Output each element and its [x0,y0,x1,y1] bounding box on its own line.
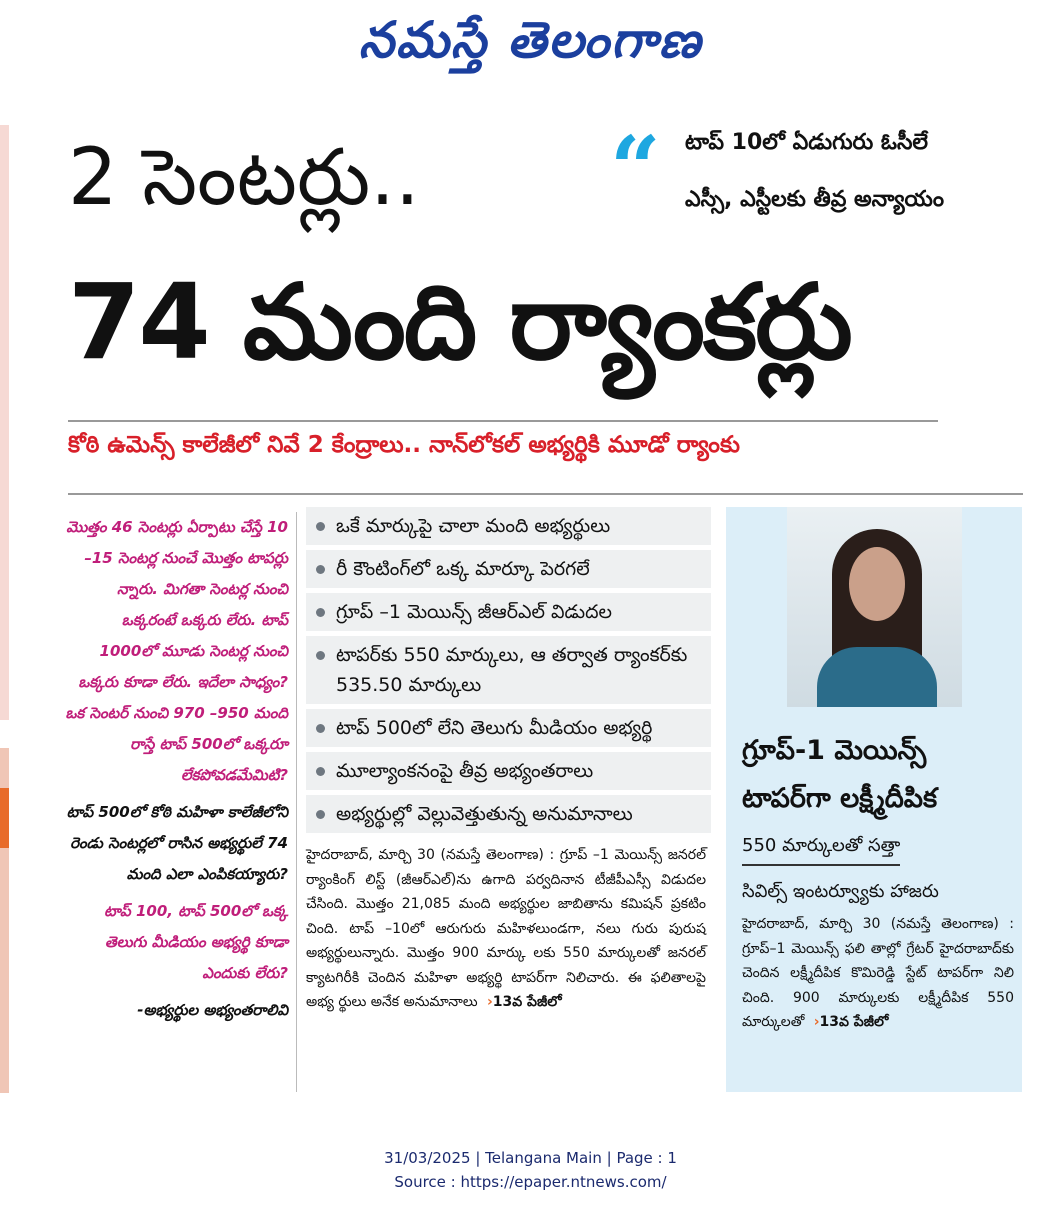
highlight-item: టాపర్‌కు 550 మార్కులు, ఆ తర్వాత ర్యాంకర్‌కు 535.50 మార్కులు [306,636,711,704]
masthead-logo: నమస్తే తెలంగాణ [358,10,703,69]
topper-body [742,912,1014,1035]
headline-line2: 74 మంది ర్యాంకర్లు [68,261,851,383]
divider [68,420,938,422]
objection-paragraph: టాప్ 500లో కోఠి మహిళా కాలేజీలోని రెండు సెంటర్లలో రాసిన అభ్యర్థులే 74 మంది ఎలా ఎంపికయ్యారు? [66,803,288,883]
article-body [306,843,706,1015]
adjacent-page-strip-lower [0,748,9,1093]
highlight-item: మూల్యాంకనంపై తీవ్ర అభ్యంతరాలు [306,752,711,790]
topper-text: హైదరాబాద్, మార్చి 30 (నమస్తే తెలంగాణ) : గ్రూప్–1 మెయిన్స్ ఫలి తాల్లో గ్రేటర్ హైదరాబాద్‌కు చెందిన లక్ష్మీదీపిక కొమిరెడ్డి స్టేట్ టాపర్‌గా నిలి చింది. 900 మార్కులకు లక్ష్మీదీపిక 550 మార్కులతో [742,916,1014,1030]
objections-column [62,512,288,1032]
continued-arrow-icon: › [482,994,493,1010]
topper-photo [787,507,962,707]
column-divider [296,512,297,1092]
article-text: హైదరాబాద్, మార్చి 30 (నమస్తే తెలంగాణ) : గ్రూప్ –1 మెయిన్స్ జనరల్ ర్యాంకింగ్ లిస్ట్ (జీఆర్‌ఎల్)ను ఉగాది పర్వదినాన టీజీపీఎస్సీ విడుదల చేసింది. మొత్తం 21,085 మంది అభ్యర్థుల జాబితాను కమిషన్ ప్రకటిం చింది. టాప్ –10లో ఆరుగురు మహిళలుండగా, నలు గురు పురుష అభ్యర్థులున్నారు. మొత్తం 900 మార్కు లకు 550 మార్కులతో జనరల్ క్యాటగిరీకి చెందిన మహిళా అభ్యర్థి టాపర్‌గా నిలిచారు. ఈ ఫలితాలపై అభ్య ర్థులు అనేక అనుమానాలు [306,847,706,1010]
side-quote-line1: టాప్ 10లో ఏడుగురు ఓసీలే [685,130,928,155]
footer-source[interactable]: Source : https://epaper.ntnews.com/ [394,1173,667,1191]
quote-mark-icon: “ [610,116,661,220]
topper-subhead: 550 మార్కులతో సత్తా [742,832,900,866]
continued-page-link[interactable]: 13వ పేజీలో [492,994,562,1010]
highlights-list [306,507,711,838]
subheadline: కోఠి ఉమెన్స్ కాలేజీలో నివే 2 కేంద్రాలు.. నాన్‌లోకల్ అభ్యర్థికి మూడో ర్యాంకు [68,432,740,458]
continued-arrow-icon: › [808,1014,820,1030]
footer-date-page: 31/03/2025 | Telangana Main | Page : 1 [384,1149,677,1167]
headline-line1: 2 సెంటర్లు.. [68,133,420,223]
adjacent-page-strip [0,125,9,720]
objection-signature: -అభ్యర్థుల అభ్యంతరాలివి [137,1001,288,1019]
topper-subhead: సివిల్స్ ఇంటర్వ్యూకు హాజరు [742,881,939,902]
highlight-item: గ్రూప్ –1 మెయిన్స్ జీఆర్‌ఎల్ విడుదల [306,593,711,631]
objection-paragraph: టాప్ 100, టాప్ 500లో ఒక్క తెలుగు మీడియం అభ్యర్థి కూడా ఎందుకు లేరు? [104,902,288,982]
highlight-item: అభ్యర్థుల్లో వెల్లువెత్తుతున్న అనుమానాలు [306,795,711,833]
divider [68,493,1023,495]
highlight-item: టాప్ 500లో లేని తెలుగు మీడియం అభ్యర్థి [306,709,711,747]
page-footer [0,1146,1061,1194]
topper-headline: గ్రూప్-1 మెయిన్స్ టాపర్‌గా లక్ష్మీదీపిక [742,735,938,814]
objection-paragraph: మొత్తం 46 సెంటర్లు ఏర్పాటు చేస్తే 10 –15 సెంటర్ల నుంచే మొత్తం టాపర్లు న్నారు. మిగతా సెంటర్ల నుంచి ఒక్కరంటే ఒక్కరు లేరు. టాప్ 1000లో మూడు సెంటర్ల నుంచి ఒక్కరు కూడా లేరు. ఇదేలా సాధ్యం? ఒక సెంటర్ నుంచి 970 –950 మంది రాస్తే టాప్ 500లో ఒక్కరూ లేకపోవడమేమిటి? [65,518,288,784]
topper-subheads [742,832,1012,906]
highlight-item: ఒకే మార్కుపై చాలా మంది అభ్యర్థులు [306,507,711,545]
highlight-item: రీ కౌంటింగ్‌లో ఒక్క మార్కూ పెరగలే [306,550,711,588]
continued-page-link[interactable]: 13వ పేజీలో [819,1014,889,1030]
side-quote-line2: ఎస్సీ, ఎస్టీలకు తీవ్ర అన్యాయం [685,187,944,212]
